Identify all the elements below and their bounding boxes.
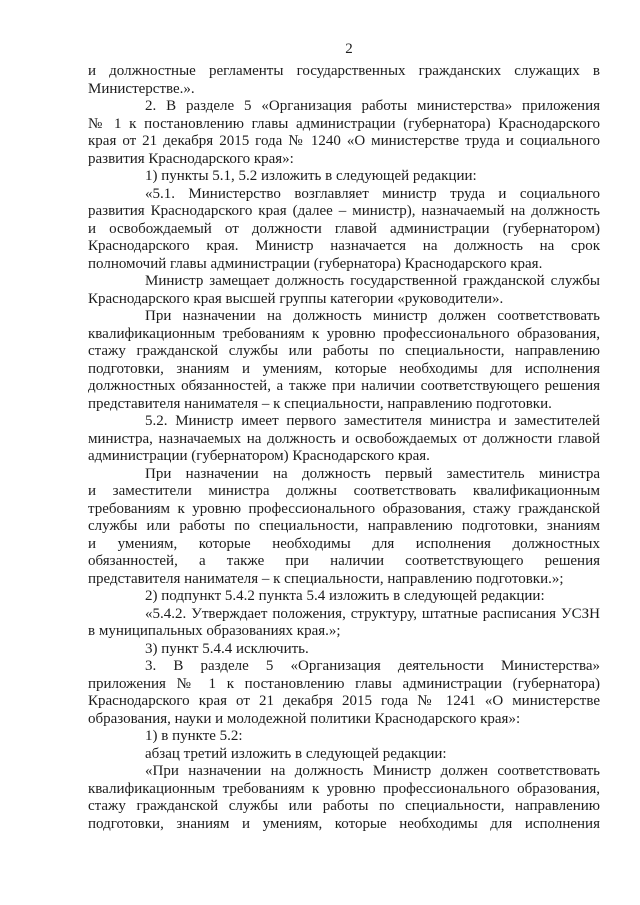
text-line: требованиям к уровню профессионального образования, стажу гражданской bbox=[88, 500, 600, 517]
paragraph bbox=[88, 746, 600, 764]
text-line: развития Краснодарского края»: bbox=[88, 150, 294, 167]
text-line: представителя нанимателя – к специальности, направлению подготовки. bbox=[88, 395, 552, 412]
text-line: Краснодарского края от 21 декабря 2015 года № 1241 «О министерстве bbox=[88, 693, 600, 709]
text-line: края от 21 декабря 2015 года № 1240 «О министерстве труда и социального bbox=[88, 133, 600, 149]
text-line: При назначении на должность министр должен соответствовать bbox=[145, 308, 600, 324]
paragraph bbox=[88, 466, 600, 589]
text-line: 5.2. Министр имеет первого заместителя министра и заместителей bbox=[145, 413, 600, 429]
text-line: должностных обязанностей, а также при наличии соответствующего решения bbox=[88, 378, 600, 394]
text-line: «5.1. Министерство возглавляет министр труда и социального bbox=[145, 185, 600, 202]
paragraph bbox=[88, 63, 600, 98]
text-line: Министр замещает должность государственной гражданской службы bbox=[145, 273, 600, 289]
text-line: «При назначении на должность Министр должен соответствовать bbox=[145, 763, 600, 779]
text-line: министра, назначаемых на должность и освобождаемых от должности главой bbox=[88, 430, 600, 447]
paragraph bbox=[88, 588, 600, 606]
text-line: обязанностей, а также при наличии соответствующего решения bbox=[88, 553, 600, 569]
document-body bbox=[88, 63, 600, 833]
text-line: 1) в пункте 5.2: bbox=[145, 728, 243, 744]
paragraph bbox=[88, 308, 600, 413]
text-line: Краснодарского края высшей группы категории «руководители». bbox=[88, 290, 504, 307]
text-line: и заместители министра должны соответствовать квалификационным bbox=[88, 483, 600, 499]
text-line: Краснодарского края. Министр назначается на должность на срок bbox=[88, 238, 600, 254]
paragraph bbox=[88, 413, 600, 466]
text-line: и должностные регламенты государственных гражданских служащих в bbox=[88, 63, 600, 79]
text-line: и умениям, которые необходимы для исполнения должностных bbox=[88, 535, 600, 552]
text-line: квалификационным требованиям к уровню профессионального образования, bbox=[88, 325, 600, 342]
text-line: 2. В разделе 5 «Организация работы министерства» приложения bbox=[145, 98, 600, 114]
text-line: абзац третий изложить в следующей редакции: bbox=[145, 745, 447, 762]
text-line: № 1 к постановлению главы администрации (губернатора) Краснодарского bbox=[88, 115, 600, 132]
text-line: в муниципальных образованиях края.»; bbox=[88, 623, 341, 639]
text-line: 3. В разделе 5 «Организация деятельности Министерства» bbox=[145, 658, 600, 674]
text-line: администрации (губернатором) Краснодарского края. bbox=[88, 448, 430, 464]
text-line: 3) пункт 5.4.4 исключить. bbox=[145, 640, 309, 657]
text-line: квалификационным требованиям к уровню профессионального образования, bbox=[88, 780, 600, 797]
paragraph bbox=[88, 98, 600, 168]
text-line: стажу гражданской службы или работы по специальности, направлению bbox=[88, 343, 600, 359]
text-line: подготовки, знаниям и умениям, которые необходимы для исполнения bbox=[88, 360, 600, 377]
paragraph bbox=[88, 168, 600, 186]
text-line: представителя нанимателя – к специальности, направлению подготовки.»; bbox=[88, 570, 564, 587]
paragraph bbox=[88, 186, 600, 274]
text-line: 1) пункты 5.1, 5.2 изложить в следующей редакции: bbox=[145, 168, 477, 184]
text-line: развития Краснодарского края (далее – министр), назначаемый на должность bbox=[88, 203, 600, 219]
text-line: образования, науки и молодежной политики Краснодарского края»: bbox=[88, 710, 521, 727]
text-line: полномочий главы администрации (губернатора) Краснодарского края. bbox=[88, 255, 543, 272]
paragraph bbox=[88, 273, 600, 308]
text-line: «5.4.2. Утверждает положения, структуру, штатные расписания УСЗН bbox=[145, 605, 600, 622]
paragraph bbox=[88, 763, 600, 833]
paragraph bbox=[88, 606, 600, 641]
text-line: и освобождаемый от должности главой администрации (губернатором) bbox=[88, 220, 600, 237]
paragraph bbox=[88, 658, 600, 728]
text-line: 2) подпункт 5.4.2 пункта 5.4 изложить в следующей редакции: bbox=[145, 588, 545, 604]
text-line: При назначении на должность первый заместитель министра bbox=[145, 465, 600, 482]
page-number: 2 bbox=[345, 41, 353, 57]
text-line: подготовки, знаниям и умениям, которые необходимы для исполнения bbox=[88, 815, 600, 832]
text-line: стажу гражданской службы или работы по специальности, направлению bbox=[88, 798, 600, 814]
paragraph bbox=[88, 641, 600, 659]
paragraph bbox=[88, 728, 600, 746]
text-line: Министерстве.». bbox=[88, 80, 195, 97]
text-line: службы или работы по специальности, направлению подготовки, знаниям bbox=[88, 518, 600, 534]
text-line: приложения № 1 к постановлению главы администрации (губернатора) bbox=[88, 675, 600, 692]
